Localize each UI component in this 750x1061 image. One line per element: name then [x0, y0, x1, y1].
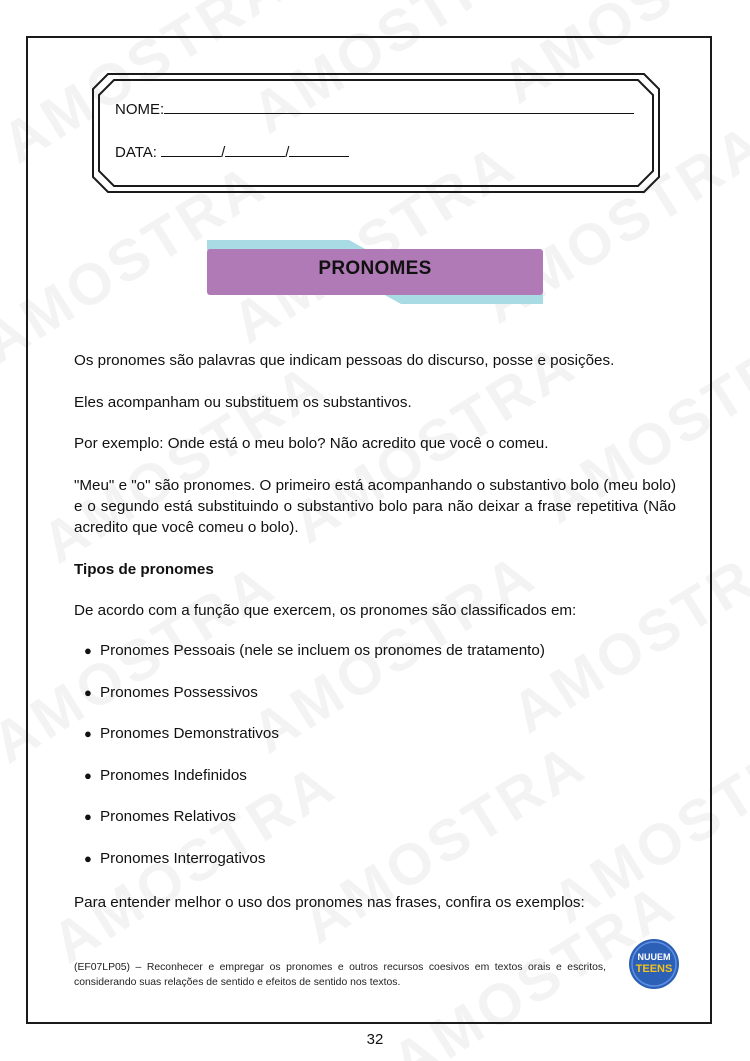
paragraph: Os pronomes são palavras que indicam pessoas do discurso, posse e posições.: [74, 352, 615, 369]
skill-note: (EF07LP05) – Reconhecer e empregar os pronomes e outros recursos coesivos em textos orais e escritos, considerando suas relações de sentido e efeitos de sentido nos textos.: [74, 962, 606, 988]
list-item: [84, 684, 258, 701]
nuuem-teens-logo: [628, 938, 680, 990]
bullet-icon: ●: [84, 643, 92, 658]
paragraph: De acordo com a função que exercem, os pronomes são classificados em:: [74, 602, 577, 619]
list-item: [84, 642, 545, 659]
name-date-box: [92, 73, 660, 193]
page-number: 32: [366, 1031, 384, 1048]
date-field[interactable]: [115, 144, 349, 161]
paragraph: Para entender melhor o uso dos pronomes nas frases, confira os exemplos:: [74, 894, 585, 911]
date-year-line[interactable]: [289, 156, 349, 157]
name-line[interactable]: [164, 113, 634, 114]
list-item: [84, 767, 247, 784]
paragraph: Eles acompanham ou substituem os substantivos.: [74, 394, 412, 411]
logo-bottom-text: TEENS: [635, 963, 673, 975]
list-item-label: Pronomes Possessivos: [100, 684, 258, 701]
list-item-label: Pronomes Indefinidos: [100, 767, 247, 784]
page-title: PRONOMES: [318, 258, 432, 279]
bullet-icon: ●: [84, 685, 92, 700]
logo-top-text: NUUEM: [637, 952, 671, 962]
bullet-icon: ●: [84, 768, 92, 783]
list-item-label: Pronomes Interrogativos: [100, 850, 266, 867]
name-field[interactable]: [115, 101, 634, 118]
date-label: DATA:: [115, 144, 157, 161]
paragraph: Por exemplo: Onde está o meu bolo? Não acredito que você o comeu.: [74, 435, 549, 452]
list-item-label: Pronomes Pessoais (nele se incluem os pronomes de tratamento): [100, 642, 545, 659]
bullet-icon: ●: [84, 851, 92, 866]
date-separator: /: [221, 144, 226, 161]
title-banner: [207, 238, 543, 306]
list-item: [84, 850, 265, 867]
date-day-line[interactable]: [161, 156, 221, 157]
list-item: [84, 725, 279, 742]
list-item-label: Pronomes Relativos: [100, 808, 236, 825]
name-label: NOME:: [115, 101, 165, 118]
list-item-label: Pronomes Demonstrativos: [100, 725, 279, 742]
date-separator: /: [285, 144, 290, 161]
date-month-line[interactable]: [225, 156, 285, 157]
paragraph: "Meu" e "o" são pronomes. O primeiro está acompanhando o substantivo bolo (meu bolo) e o segundo está substituindo o substantivo bolo para não deixar a frase repetitiva (Não acredito que você comeu o bolo).: [74, 477, 676, 536]
section-heading: Tipos de pronomes: [74, 561, 214, 578]
list-item: [84, 808, 236, 825]
bullet-icon: ●: [84, 726, 92, 741]
bullet-icon: ●: [84, 809, 92, 824]
